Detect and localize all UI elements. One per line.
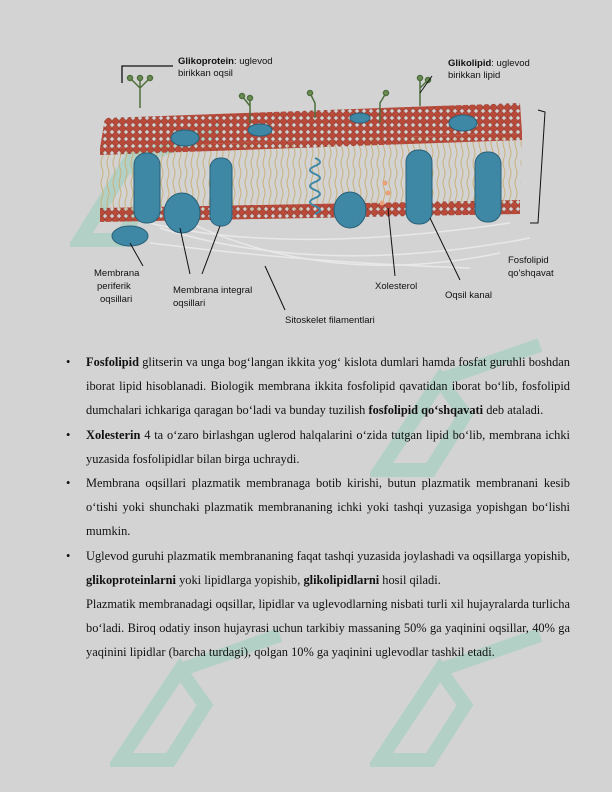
bullet-text: Uglevod guruhi plazmatik membrananing faqat tashqi yuzasida joylashadi va oqsillarga yopishib,: [86, 548, 570, 563]
glycoprotein-desc: : uglevod: [233, 56, 273, 67]
bilayer-label-2: qo'shqavat: [508, 268, 554, 279]
bullet-text: Membrana oqsillari plazmatik membranaga botib kirishi, butun plazmatik membranani kesib o‘tishi yoki shunchaki plazmatik membrananing ichki yoki tashqi yuzasiga yopishgan bo‘lishi mumkin.: [86, 476, 570, 539]
bullet-cholesterol: [66, 423, 570, 471]
peripheral-label-1: Membrana: [94, 268, 140, 279]
term-cholesterol: Xolesterin: [86, 427, 141, 442]
peripheral-label-2: periferik: [97, 281, 131, 292]
bullet-text: deb ataladi.: [483, 403, 544, 418]
integral-label-2: oqsillari: [173, 298, 206, 309]
composition-paragraph: Plazmatik membranadagi oqsillar, lipidlar va uglevodlarning nisbati turli xil hujayralarda turlicha bo‘ladi. Biroq odatiy inson hujayrasi uchun tarkibiy massaning 50% ga yaqinini oqsillar, 40% ga yaqinini lipidlar (barcha turdagi), qolgan 10% ga yaqinini uglevodlar tashkil etadi.: [86, 597, 570, 660]
bullet-text: 4 ta o‘zaro birlashgan uglerod halqalarini o‘zida tutgan lipid bo‘lib, membrana ichki yuzasida fosfolipidlar bilan birga uchraydi.: [86, 427, 570, 466]
term-bilayer: fosfolipid qo‘shqavati: [368, 403, 484, 418]
bullet-text: hosil qiladi.: [379, 572, 441, 587]
peripheral-label-3: oqsillari: [100, 294, 133, 305]
glycoprotein-desc2: birikkan oqsil: [178, 68, 233, 79]
svg-text:Glikolipid: uglevod: [448, 58, 530, 69]
channel-label: Oqsil kanal: [445, 290, 492, 301]
membrane-figure: [70, 48, 560, 338]
bullet-proteins: [66, 471, 570, 544]
glycoprotein-title: Glikoprotein: [178, 56, 234, 67]
body-text: [66, 350, 570, 665]
glycolipid-desc: : uglevod: [491, 58, 530, 69]
membrane-diagram: [70, 48, 560, 338]
term-glycoproteins: glikoproteinlarni: [86, 572, 176, 587]
cytoskeleton-label: Sitoskelet filamentlari: [285, 315, 375, 326]
term-phospholipid: Fosfolipid: [86, 355, 140, 369]
term-glycolipids: glikolipidlarni: [303, 572, 380, 587]
bullet-text: glitserin va unga bog‘langan ikkita yog‘ kislota dumlari hamda fosfat guruhli boshdan iborat lipid hisoblanadi. Biologik membrana ikkita fosfolipid qavatidan iborat bo‘lib, fosfolipid dumchalari ichkariga qaragan bo‘ladi va bunday tuzilish: [86, 355, 570, 418]
cholesterol-label: Xolesterol: [375, 281, 418, 292]
bullet-carbohydrates: [66, 544, 570, 592]
svg-text:Glikoprotein: uglevod: [178, 56, 273, 67]
glycolipid-desc2: birikkan lipid: [448, 70, 501, 81]
bullet-text: yoki lipidlarga yopishib,: [175, 572, 304, 587]
integral-label-1: Membrana integral: [173, 285, 253, 296]
bilayer-label-1: Fosfolipid: [508, 255, 549, 266]
bullet-phospholipid: [66, 350, 570, 423]
glycolipid-title: Glikolipid: [448, 58, 492, 69]
